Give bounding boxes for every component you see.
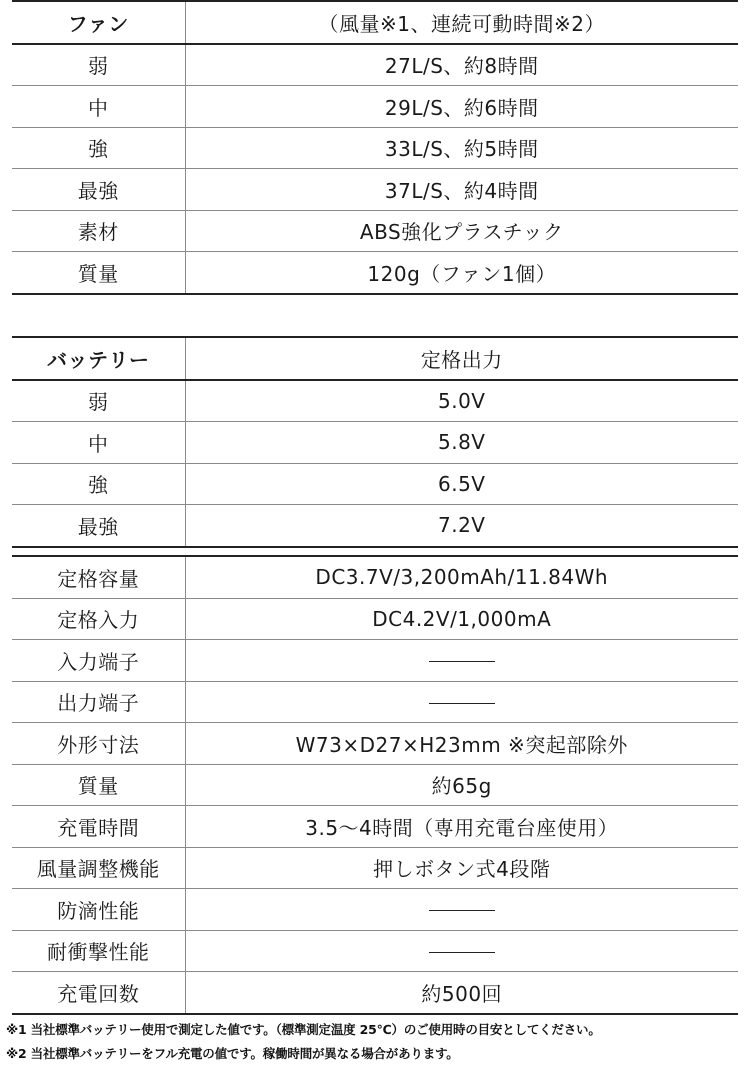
table-row [12,463,738,505]
row-value: 120g（ファン1個） [185,252,738,294]
row-value: 29L/S、約6時間 [185,86,738,128]
row-label: 強 [12,127,185,169]
row-label: 風量調整機能 [12,847,185,889]
row-value: W73×D27×H23mm ※突起部除外 [185,723,738,765]
row-label: 最強 [12,505,185,547]
row-value: 5.0V [185,380,738,422]
table-row [12,972,738,1014]
row-value: DC3.7V/3,200mAh/11.84Wh [185,556,738,598]
table-row [12,556,738,598]
row-label: 充電時間 [12,806,185,848]
row-label: 耐衝撃性能 [12,930,185,972]
row-value: 37L/S、約4時間 [185,169,738,211]
row-label: 定格容量 [12,556,185,598]
row-value: 3.5～4時間（専用充電台座使用） [185,806,738,848]
row-value [185,681,738,723]
row-value: 6.5V [185,463,738,505]
row-label: 外形寸法 [12,723,185,765]
fan-table-body [12,1,738,294]
row-label: 弱 [12,44,185,86]
table-row [12,930,738,972]
dash-placeholder [429,910,495,911]
row-value [185,930,738,972]
row-label: 定格入力 [12,598,185,640]
battery-detail-spec-table [12,555,738,1015]
table-row [12,505,738,547]
table-row [12,640,738,682]
row-value: ABS強化プラスチック [185,210,738,252]
table-row [12,380,738,422]
specs-table-body [12,556,738,1014]
battery-header-label: バッテリー [12,337,185,380]
row-label: 素材 [12,210,185,252]
battery-table-header [12,337,738,380]
row-label: 充電回数 [12,972,185,1014]
row-value [185,640,738,682]
table-row [12,889,738,931]
row-value: 約500回 [185,972,738,1014]
table-row [12,681,738,723]
row-value: 33L/S、約5時間 [185,127,738,169]
table-row [12,169,738,211]
battery-table-body [12,337,738,547]
row-value: DC4.2V/1,000mA [185,598,738,640]
row-label: 中 [12,422,185,464]
table-row [12,764,738,806]
row-label: 入力端子 [12,640,185,682]
fan-header-label: ファン [12,1,185,44]
row-label: 最強 [12,169,185,211]
dash-placeholder [429,952,495,953]
row-label: 質量 [12,764,185,806]
table-row [12,847,738,889]
row-label: 質量 [12,252,185,294]
row-value [185,889,738,931]
row-value: 押しボタン式4段階 [185,847,738,889]
row-value: 約65g [185,764,738,806]
footnotes [6,1018,746,1066]
row-value: 5.8V [185,422,738,464]
fan-header-value: （風量※1、連続可動時間※2） [185,1,738,44]
row-label: 中 [12,86,185,128]
table-row [12,86,738,128]
footnote-1: ※1 当社標準バッテリー使用で測定した値です。（標準測定温度 25℃）のご使用時の目安としてください。 [6,1022,601,1037]
table-row [12,598,738,640]
dash-placeholder [429,661,495,662]
row-value: 7.2V [185,505,738,547]
table-row [12,127,738,169]
row-label: 弱 [12,380,185,422]
row-label: 出力端子 [12,681,185,723]
table-row [12,44,738,86]
table-row [12,252,738,294]
table-row [12,723,738,765]
footnote-2: ※2 当社標準バッテリーをフル充電の値です。稼働時間が異なる場合があります。 [6,1046,459,1061]
fan-table-header [12,1,738,44]
battery-spec-table [12,336,738,548]
table-row [12,210,738,252]
row-label: 防滴性能 [12,889,185,931]
dash-placeholder [429,703,495,704]
row-value: 27L/S、約8時間 [185,44,738,86]
fan-spec-table [12,0,738,295]
battery-header-value: 定格出力 [185,337,738,380]
table-row [12,422,738,464]
row-label: 強 [12,463,185,505]
table-row [12,806,738,848]
